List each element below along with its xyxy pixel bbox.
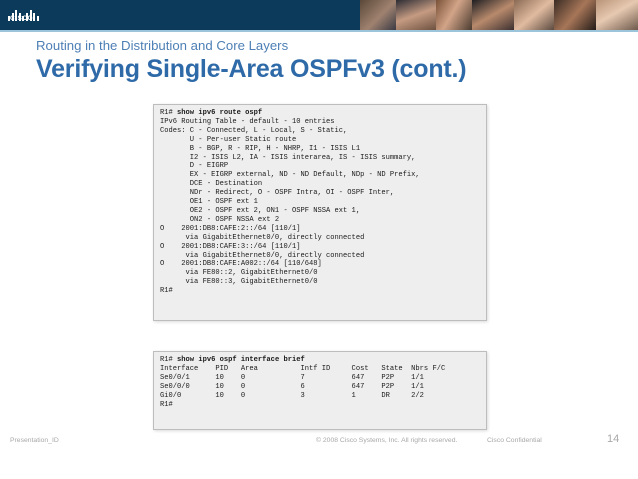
table-row: Se0/0/1 10 0 7 647 P2P 1/1 — [160, 373, 424, 382]
table-row: Se0/0/0 10 0 6 647 P2P 1/1 — [160, 382, 424, 391]
terminal-line: Codes: C - Connected, L - Local, S - Static, — [160, 126, 348, 135]
terminal-output — [154, 352, 486, 409]
terminal-command: show ipv6 ospf interface brief — [177, 356, 305, 364]
header-photo — [436, 0, 472, 30]
slide-subtitle: Routing in the Distribution and Core Layers — [36, 38, 289, 53]
header-photo — [554, 0, 596, 30]
terminal-end-prompt: R1# — [160, 400, 173, 409]
terminal-line: B - BGP, R - RIP, H - NHRP, I1 - ISIS L1 — [160, 144, 361, 153]
terminal-prompt: R1# — [160, 109, 178, 117]
terminal-prompt: R1# — [160, 356, 178, 364]
terminal-line: OE1 - OSPF ext 1 — [160, 198, 258, 207]
table-header: Interface PID Area Intf ID Cost State Nbrs F/C — [160, 364, 446, 373]
terminal-show-ipv6-route-ospf — [153, 104, 487, 321]
terminal-line: O 2001:DB8:CAFE:2::/64 [110/1] — [160, 224, 301, 233]
header-photo — [596, 0, 638, 30]
slide-title: Verifying Single-Area OSPFv3 (cont.) — [36, 55, 467, 83]
footer-confidential: Cisco Confidential — [487, 437, 542, 444]
terminal-command: show ipv6 route ospf — [177, 109, 263, 117]
terminal-line: via GigabitEthernet0/0, directly connected — [160, 233, 365, 242]
footer-copyright: © 2008 Cisco Systems, Inc. All rights reserved. — [316, 437, 458, 444]
terminal-end-prompt: R1# — [160, 287, 173, 296]
header-photo — [360, 0, 396, 30]
page-number: 14 — [607, 433, 620, 445]
cisco-logo-text: CISCO. — [10, 15, 36, 22]
terminal-line: DCE - Destination — [160, 180, 263, 189]
terminal-line: via FE80::2, GigabitEthernet0/0 — [160, 269, 318, 278]
terminal-line: O 2001:DB8:CAFE:A002::/64 [110/648] — [160, 260, 322, 269]
terminal-line: NDr - Redirect, O - OSPF Intra, OI - OSPF Inter, — [160, 189, 395, 198]
terminal-line: D - EIGRP — [160, 162, 229, 171]
terminal-line: via GigabitEthernet0/0, directly connected — [160, 251, 365, 260]
cisco-logo — [6, 2, 50, 26]
terminal-line: OE2 - OSPF ext 2, ON1 - OSPF NSSA ext 1, — [160, 206, 361, 215]
terminal-line: U - Per-user Static route — [160, 135, 297, 144]
terminal-line: I2 - ISIS L2, IA - ISIS interarea, IS - ISIS summary, — [160, 153, 416, 162]
terminal-line: via FE80::3, GigabitEthernet0/0 — [160, 278, 318, 287]
table-row: Gi0/0 10 0 3 1 DR 2/2 — [160, 391, 424, 400]
header-photo-strip — [360, 0, 638, 30]
header-bar — [0, 0, 638, 30]
footer-presentation-id: Presentation_ID — [10, 437, 59, 444]
terminal-line: IPv6 Routing Table - default - 10 entries — [160, 117, 335, 126]
terminal-line: O 2001:DB8:CAFE:3::/64 [110/1] — [160, 242, 301, 251]
header-photo — [514, 0, 554, 30]
terminal-line: EX - EIGRP external, ND - ND Default, NDp - ND Prefix, — [160, 171, 420, 180]
header-photo — [472, 0, 514, 30]
terminal-show-ipv6-ospf-interface-brief — [153, 351, 487, 430]
terminal-line: ON2 - OSPF NSSA ext 2 — [160, 215, 280, 224]
header-accent-line — [0, 30, 638, 32]
terminal-output — [154, 105, 486, 296]
header-photo — [396, 0, 436, 30]
